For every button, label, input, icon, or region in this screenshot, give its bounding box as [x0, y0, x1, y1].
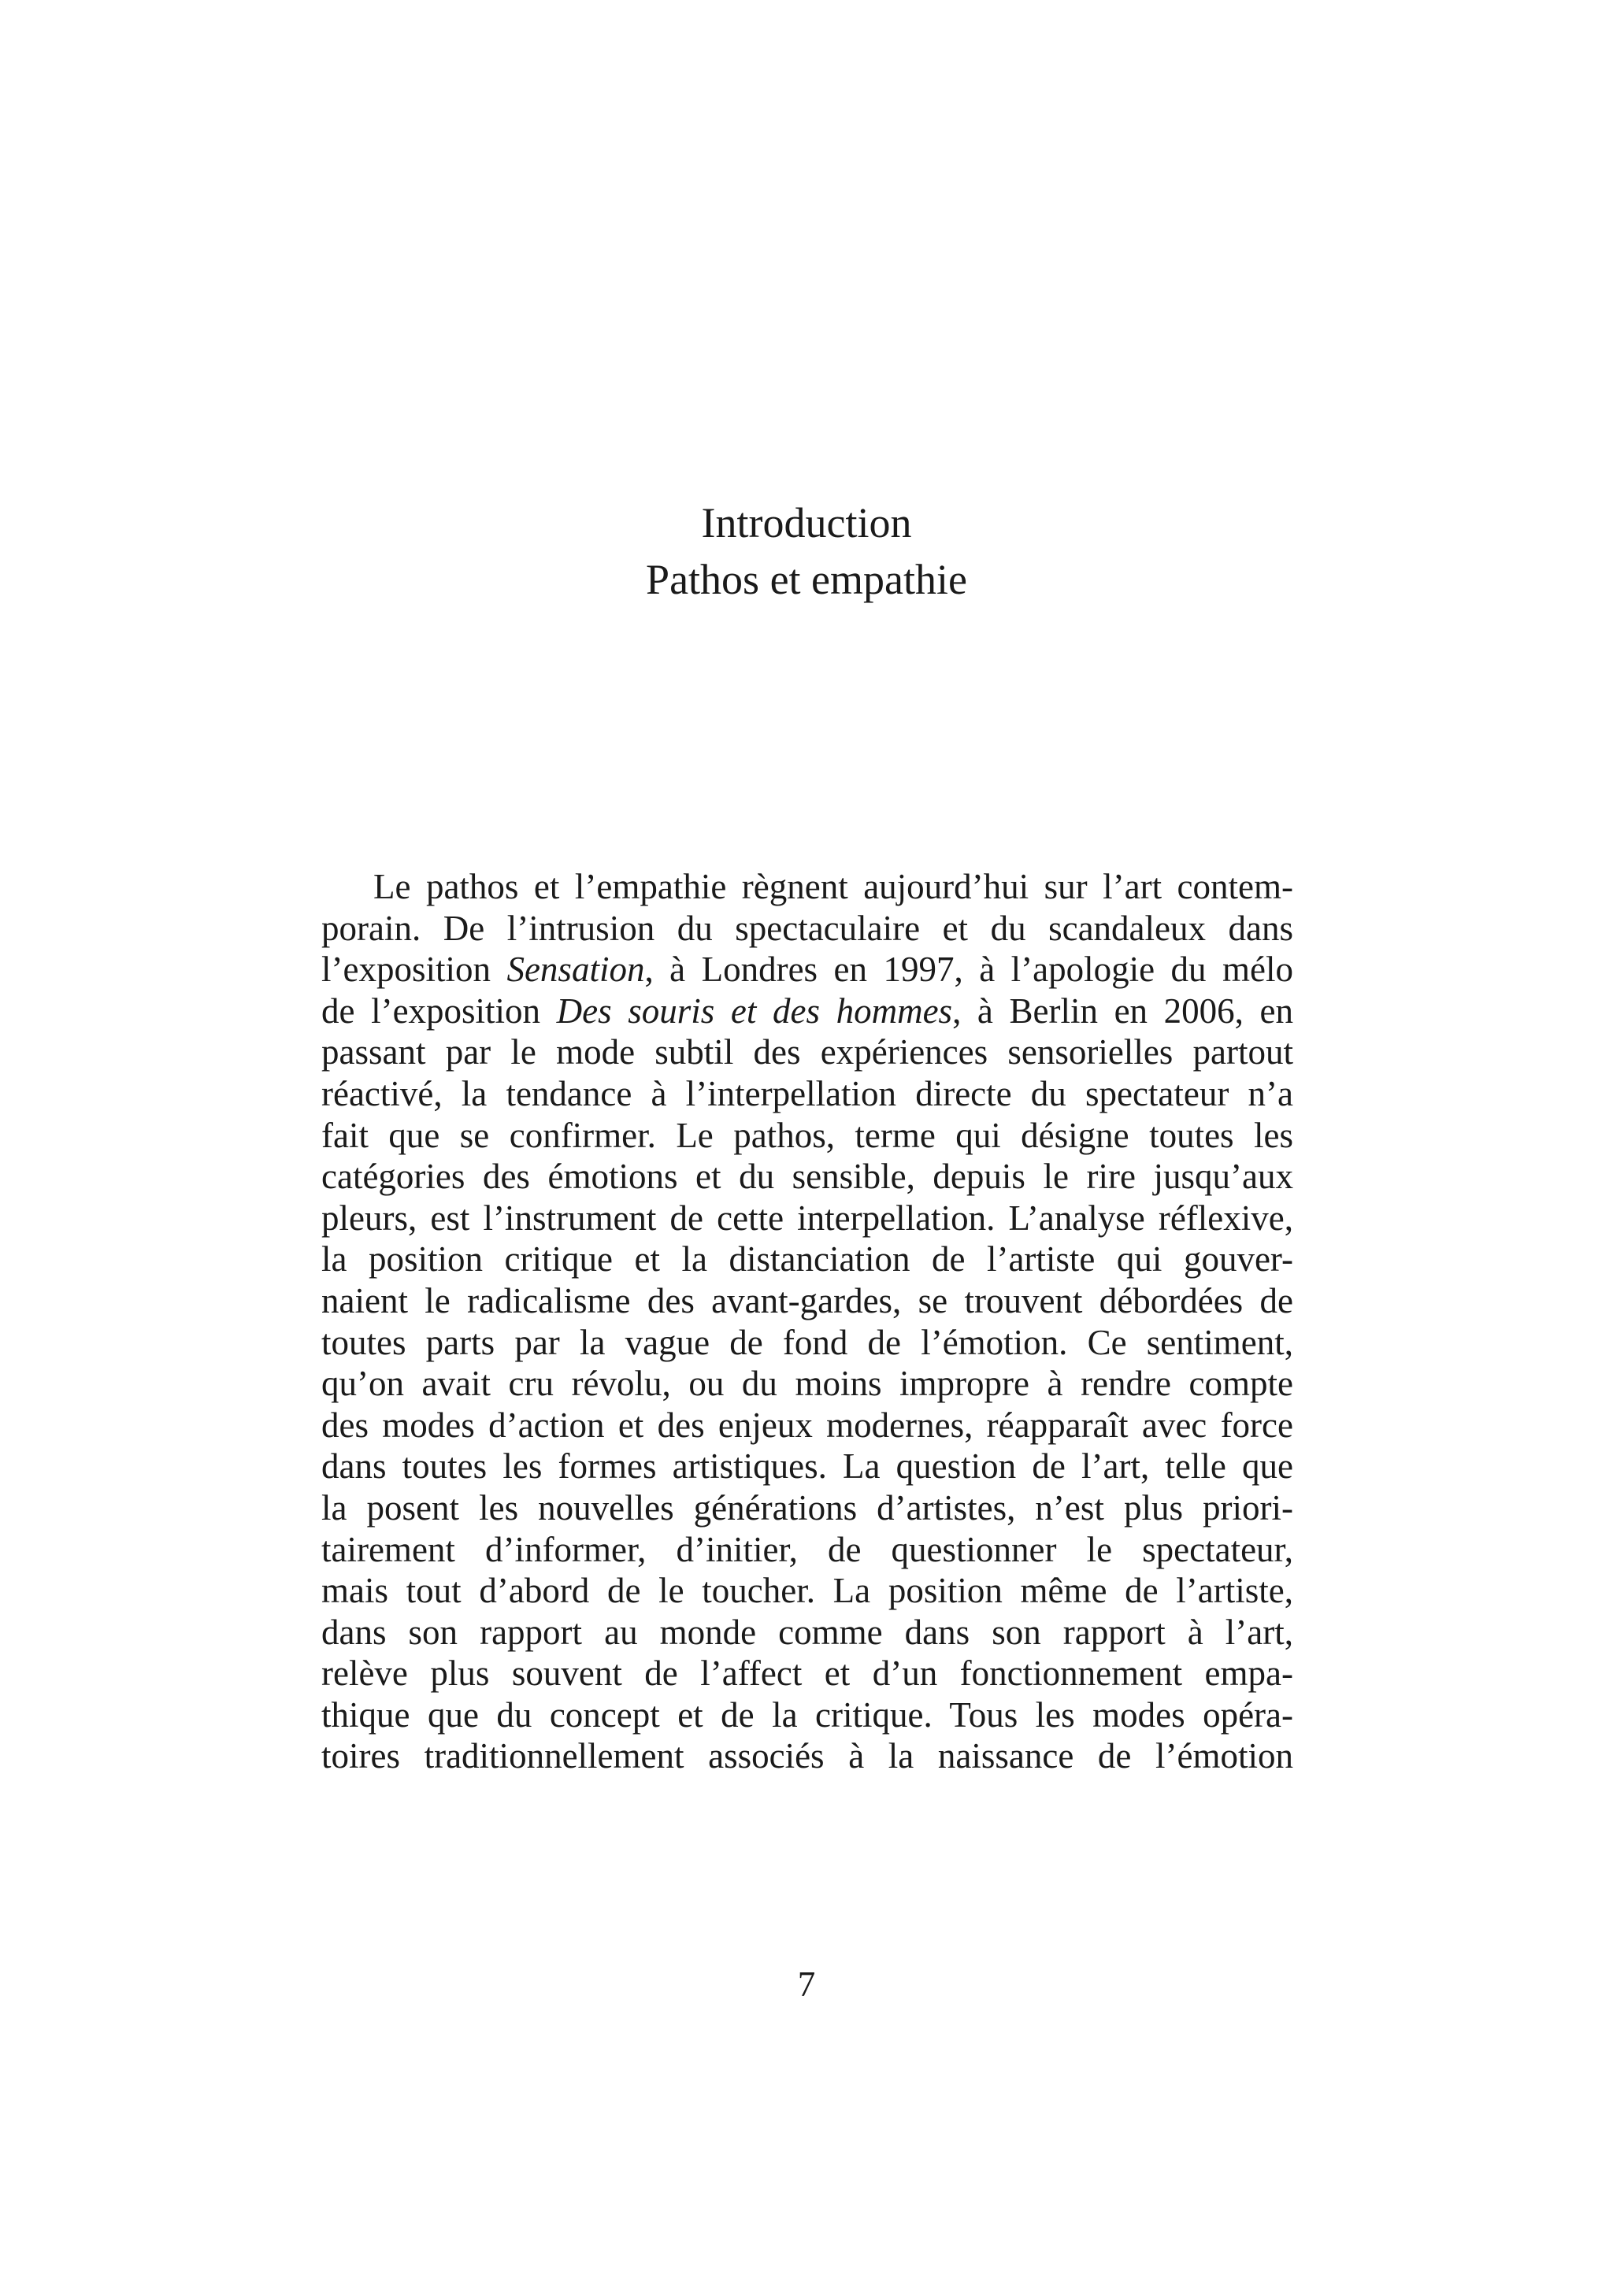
text-line: relève plus souvent de l’affect et d’un fonctionnement empa- — [321, 1653, 1293, 1694]
chapter-subtitle: Pathos et empathie — [646, 556, 967, 603]
text-segment: de l’exposition — [321, 991, 557, 1031]
text-line: pleurs, est l’instrument de cette interpellation. L’analyse réflexive, — [321, 1198, 1293, 1238]
page-number: 7 — [797, 1965, 816, 2004]
text-line: tairement d’informer, d’initier, de questionner le spectateur, — [321, 1529, 1293, 1569]
text-segment: l’exposition — [321, 950, 507, 990]
text-line: passant par le mode subtil des expériences sensorielles partout — [321, 1032, 1293, 1072]
body-paragraph — [321, 866, 1293, 1777]
text-line: des modes d’action et des enjeux modernes, réapparaît avec force — [321, 1405, 1293, 1445]
exhibition-title-sensation: Sensation — [506, 950, 645, 990]
text-line: la position critique et la distanciation de l’artiste qui gouver- — [321, 1239, 1293, 1279]
text-line: qu’on avait cru révolu, ou du moins impropre à rendre compte — [321, 1364, 1293, 1404]
text-line: catégories des émotions et du sensible, depuis le rire jusqu’aux — [321, 1157, 1293, 1197]
text-line: la posent les nouvelles générations d’artistes, n’est plus priori- — [321, 1487, 1293, 1528]
text-segment: , à Berlin en 2006, en — [952, 991, 1293, 1031]
text-line: dans son rapport au monde comme dans son rapport à l’art, — [321, 1612, 1293, 1652]
text-line — [321, 949, 1293, 991]
text-line: dans toutes les formes artistiques. La question de l’art, telle que — [321, 1446, 1293, 1487]
chapter-title: Introduction — [701, 499, 912, 546]
text-line: naient le radicalisme des avant-gardes, se trouvent débordées de — [321, 1280, 1293, 1320]
text-line: porain. De l’intrusion du spectaculaire et du scandaleux dans — [321, 908, 1293, 948]
text-line — [321, 991, 1293, 1032]
exhibition-title-des-souris: Des souris et des hommes — [556, 991, 953, 1031]
text-line: toutes parts par la vague de fond de l’émotion. Ce sentiment, — [321, 1322, 1293, 1362]
text-line: thique que du concept et de la critique. Tous les modes opéra- — [321, 1694, 1293, 1735]
text-line: fait que se confirmer. Le pathos, terme qui désigne toutes les — [321, 1115, 1293, 1155]
text-line: mais tout d’abord de le toucher. La position même de l’artiste, — [321, 1571, 1293, 1611]
text-line: toires traditionnellement associés à la naissance de l’émotion — [321, 1736, 1293, 1776]
text-segment: , à Londres en 1997, à l’apologie du mélo — [644, 950, 1293, 990]
text-line: Le pathos et l’empathie règnent aujourd’hui sur l’art contem- — [373, 867, 1293, 906]
chapter-heading — [0, 494, 1613, 608]
text-line: réactivé, la tendance à l’interpellation directe du spectateur n’a — [321, 1073, 1293, 1113]
